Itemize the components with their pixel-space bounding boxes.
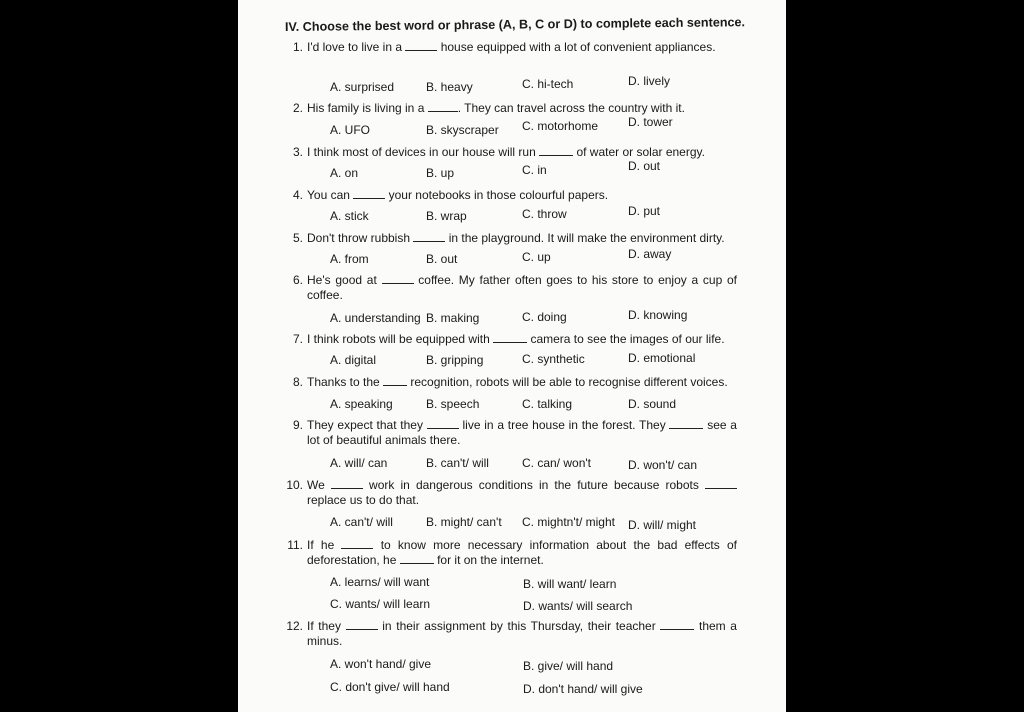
options-8 bbox=[330, 397, 750, 413]
question-number: 10. bbox=[286, 478, 303, 492]
option-a[interactable]: A. digital bbox=[330, 353, 377, 367]
option-c[interactable]: C. synthetic bbox=[522, 352, 585, 366]
question-number: 11. bbox=[287, 538, 303, 552]
question-number: 1. bbox=[292, 40, 303, 54]
option-b[interactable]: B. speech bbox=[426, 397, 480, 411]
option-c[interactable]: C. motorhome bbox=[522, 119, 599, 133]
question-text: His family is living in a . They can travel across the country with it. bbox=[307, 101, 685, 115]
option-b[interactable]: B. will want/ learn bbox=[523, 577, 617, 591]
question-9 bbox=[292, 418, 737, 448]
question-6 bbox=[292, 273, 737, 303]
question-12 bbox=[286, 619, 737, 649]
option-d[interactable]: D. sound bbox=[628, 397, 677, 411]
option-a[interactable]: A. stick bbox=[330, 209, 369, 223]
option-d[interactable]: D. lively bbox=[628, 74, 671, 88]
option-d[interactable]: D. away bbox=[628, 247, 672, 261]
question-7 bbox=[292, 332, 737, 347]
options-4 bbox=[330, 204, 750, 225]
question-2 bbox=[292, 101, 737, 116]
option-d[interactable]: D. wants/ will search bbox=[523, 599, 633, 613]
option-b[interactable]: B. gripping bbox=[426, 353, 484, 367]
options-6 bbox=[330, 308, 750, 327]
option-a[interactable]: A. surprised bbox=[330, 80, 395, 94]
question-text: You can your notebooks in those colourful papers. bbox=[307, 188, 609, 202]
option-c[interactable]: C. up bbox=[522, 250, 551, 264]
question-text: We work in dangerous conditions in the future because robots replace us to do that. bbox=[307, 478, 737, 508]
question-number: 5. bbox=[292, 231, 303, 245]
option-d[interactable]: D. will/ might bbox=[628, 518, 697, 532]
option-c[interactable]: C. can/ won't bbox=[522, 456, 591, 470]
question-number: 12. bbox=[286, 619, 303, 633]
option-c[interactable]: C. throw bbox=[522, 207, 567, 221]
options-1 bbox=[330, 74, 750, 96]
question-3 bbox=[292, 145, 737, 160]
option-b[interactable]: B. heavy bbox=[426, 80, 473, 94]
options-10 bbox=[330, 515, 750, 531]
question-number: 8. bbox=[292, 375, 303, 389]
option-a[interactable]: A. on bbox=[330, 166, 359, 180]
option-a[interactable]: A. will/ can bbox=[330, 456, 388, 470]
question-10 bbox=[286, 478, 737, 508]
question-number: 9. bbox=[292, 418, 303, 432]
option-b[interactable]: B. can't/ will bbox=[426, 456, 489, 470]
option-d[interactable]: D. tower bbox=[628, 115, 673, 129]
question-11 bbox=[287, 538, 738, 568]
option-c[interactable]: C. wants/ will learn bbox=[330, 597, 431, 611]
option-a[interactable]: A. from bbox=[330, 252, 369, 266]
option-d[interactable]: D. out bbox=[628, 159, 661, 173]
option-c[interactable]: C. mightn't/ might bbox=[522, 515, 615, 529]
option-a[interactable]: A. UFO bbox=[330, 123, 371, 137]
options-5 bbox=[330, 247, 750, 268]
option-c[interactable]: C. don't give/ will hand bbox=[330, 680, 450, 694]
question-text: Thanks to the recognition, robots will be able to recognise different voices. bbox=[307, 375, 728, 389]
option-b[interactable]: B. give/ will hand bbox=[523, 659, 614, 673]
option-c[interactable]: C. doing bbox=[522, 310, 567, 324]
question-number: 6. bbox=[292, 273, 303, 287]
options-3 bbox=[330, 159, 750, 182]
question-text: He's good at coffee. My father often goes to his store to enjoy a cup of coffee. bbox=[307, 273, 737, 302]
option-b[interactable]: B. up bbox=[426, 166, 455, 180]
question-text: I'd love to live in a house equipped with a lot of convenient appliances. bbox=[307, 40, 716, 54]
question-1 bbox=[292, 40, 737, 55]
option-b[interactable]: B. might/ can't bbox=[426, 515, 502, 529]
option-b[interactable]: B. out bbox=[426, 252, 458, 266]
options-11-row-1 bbox=[330, 575, 750, 591]
option-b[interactable]: B. making bbox=[426, 311, 480, 325]
option-c[interactable]: C. in bbox=[522, 163, 547, 177]
option-d[interactable]: D. don't hand/ will give bbox=[523, 682, 643, 696]
option-a[interactable]: A. won't hand/ give bbox=[330, 657, 432, 671]
question-text: I think most of devices in our house will run of water or solar energy. bbox=[307, 145, 705, 159]
question-number: 3. bbox=[292, 145, 303, 159]
option-b[interactable]: B. skyscraper bbox=[426, 123, 499, 137]
question-text: If they in their assignment by this Thursday, their teacher them a minus. bbox=[307, 619, 737, 648]
section-heading: IV. Choose the best word or phrase (A, B, C or D) to complete each sentence. bbox=[284, 15, 746, 34]
option-c[interactable]: C. hi-tech bbox=[522, 77, 574, 91]
question-5 bbox=[292, 231, 737, 246]
question-8 bbox=[292, 375, 737, 390]
option-d[interactable]: D. won't/ can bbox=[628, 458, 697, 472]
option-a[interactable]: A. can't/ will bbox=[330, 515, 393, 529]
option-d[interactable]: D. emotional bbox=[628, 351, 696, 365]
question-text: Don't throw rubbish in the playground. It will make the environment dirty. bbox=[307, 231, 725, 245]
option-a[interactable]: A. learns/ will want bbox=[330, 575, 430, 589]
question-text: If he to know more necessary information about the bad effects of deforestation, he for it on the internet. bbox=[307, 538, 738, 567]
option-d[interactable]: D. put bbox=[628, 204, 661, 218]
options-2 bbox=[330, 115, 750, 139]
question-4 bbox=[292, 188, 737, 203]
options-12-row-1 bbox=[330, 657, 750, 673]
options-9 bbox=[330, 456, 750, 472]
option-a[interactable]: A. understanding bbox=[330, 311, 421, 325]
question-number: 2. bbox=[292, 101, 303, 115]
question-number: 7. bbox=[292, 332, 303, 346]
question-text: They expect that they live in a tree house in the forest. They see a lot of beautiful animals there. bbox=[307, 418, 737, 447]
option-b[interactable]: B. wrap bbox=[426, 209, 467, 223]
options-12-row-2 bbox=[330, 680, 750, 696]
options-7 bbox=[330, 353, 750, 369]
option-a[interactable]: A. speaking bbox=[330, 397, 393, 411]
question-text: I think robots will be equipped with camera to see the images of our life. bbox=[307, 332, 725, 346]
worksheet-page bbox=[238, 0, 786, 712]
option-d[interactable]: D. knowing bbox=[628, 308, 688, 322]
options-11-row-2 bbox=[330, 597, 750, 613]
option-c[interactable]: C. talking bbox=[522, 397, 573, 411]
question-number: 4. bbox=[292, 188, 303, 202]
